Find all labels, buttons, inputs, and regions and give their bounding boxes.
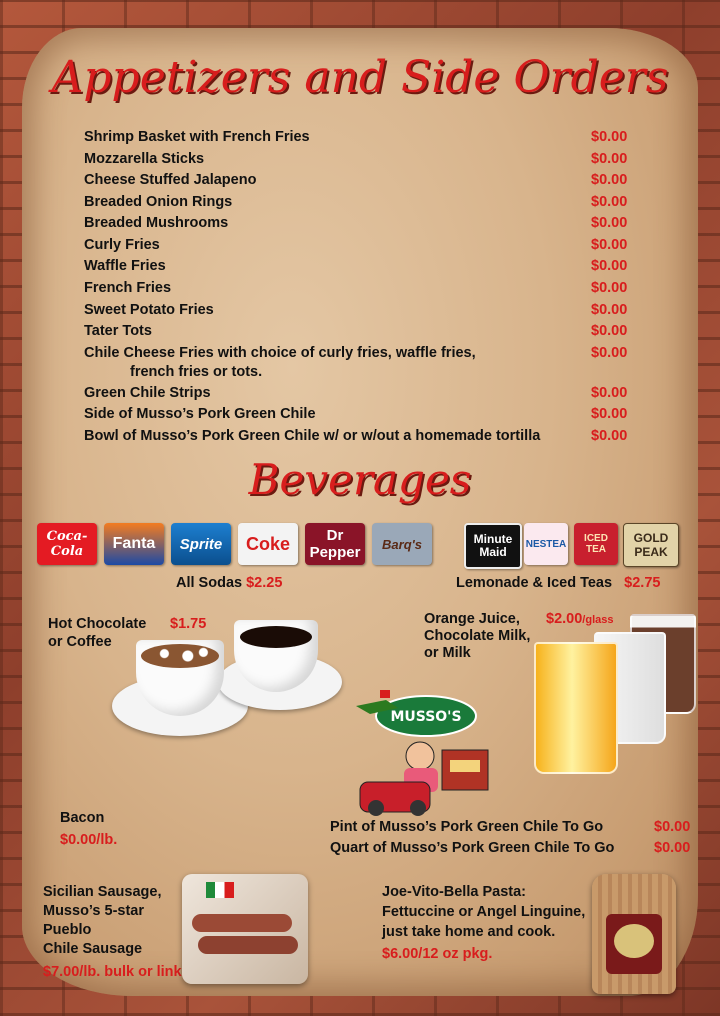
pint-green-chile-label: Pint of Musso’s Pork Green Chile To Go xyxy=(330,819,604,835)
menu-item-price: $0.00 xyxy=(591,406,628,422)
mussos-mascot-image xyxy=(346,686,500,816)
pasta-label-line: just take home and cook. xyxy=(382,924,556,940)
menu-item-name: Mozzarella Sticks xyxy=(84,151,205,167)
barqs-logo: Barq's xyxy=(372,523,432,565)
sprite-logo: Sprite xyxy=(171,523,231,565)
lemonade-label: Lemonade & Iced Teas $2.75 xyxy=(456,575,661,591)
menu-item-price: $0.00 xyxy=(591,151,628,167)
menu-item-price: $0.00 xyxy=(591,172,628,188)
menu-item-name: Shrimp Basket with French Fries xyxy=(84,129,310,145)
chocolate-milk-label: Chocolate Milk, xyxy=(424,628,531,644)
marshmallows-image xyxy=(141,644,219,668)
menu-item-name: Waffle Fries xyxy=(84,258,166,274)
dr-pepper-logo: Dr Pepper xyxy=(305,523,365,565)
menu-item-name: Side of Musso’s Pork Green Chile xyxy=(84,406,316,422)
minute-maid-logo: Minute Maid xyxy=(464,523,522,569)
menu-item-name: Bowl of Musso’s Pork Green Chile w/ or w/out a homemade tortilla xyxy=(84,428,541,444)
menu-item-price: $0.00 xyxy=(591,345,628,361)
pasta-bag-image xyxy=(592,874,676,994)
sausage-label-line: Sicilian Sausage, xyxy=(43,884,162,900)
menu-item-price: $0.00 xyxy=(591,385,628,401)
bacon-label: Bacon xyxy=(60,810,105,826)
sodas-price: $2.25 xyxy=(246,575,283,591)
menu-item-price: $0.00 xyxy=(591,194,628,210)
pint-green-chile-price: $0.00 xyxy=(654,819,691,835)
hot-drinks-price: $1.75 xyxy=(170,616,207,632)
mascot-face-shape xyxy=(406,742,434,770)
menu-item-price: $0.00 xyxy=(591,129,628,145)
menu-item-name: French Fries xyxy=(84,280,172,296)
sausage-package-image xyxy=(182,874,308,984)
sausage-link-shape xyxy=(198,936,298,954)
fanta-logo: Fanta xyxy=(104,523,164,565)
menu-item-name: Cheese Stuffed Jalapeno xyxy=(84,172,257,188)
mascot-sign-text: MUSSO'S xyxy=(390,709,462,725)
quart-green-chile-label: Quart of Musso’s Pork Green Chile To Go xyxy=(330,840,615,856)
pasta-label-line: Fettuccine or Angel Linguine, xyxy=(382,904,586,920)
menu-item-name: Chile Cheese Fries with choice of curly fries, waffle fries, xyxy=(84,345,476,361)
sausage-label-line: Musso’s 5-star xyxy=(43,903,144,919)
wheel-shape xyxy=(368,800,384,816)
milk-label: or Milk xyxy=(424,645,471,661)
menu-item-price: $0.00 xyxy=(591,302,628,318)
menu-item-name: Green Chile Strips xyxy=(84,385,211,401)
beverages-title: Beverages xyxy=(248,455,472,504)
pasta-label-line: Joe-Vito-Bella Pasta: xyxy=(382,884,526,900)
orange-juice-glass-image xyxy=(534,642,618,774)
hot-chocolate-label: Hot Chocolate xyxy=(48,616,147,632)
quart-green-chile-price: $0.00 xyxy=(654,840,691,856)
coca-cola-logo: Coca-Cola xyxy=(37,523,97,565)
menu-item-name: Sweet Potato Fries xyxy=(84,302,214,318)
pasta-label-emblem-shape xyxy=(614,924,654,958)
pasta-price: $6.00/12 oz pkg. xyxy=(382,946,493,962)
coke-logo: Coke xyxy=(238,523,298,565)
mascot-window-shape xyxy=(450,760,480,772)
menu-item-name-continued: french fries or tots. xyxy=(130,364,263,380)
menu-item-price: $0.00 xyxy=(591,323,628,339)
sausage-price: $7.00/lb. bulk or link xyxy=(43,964,182,980)
sausage-link-shape xyxy=(192,914,292,932)
gold-peak-logo: GOLD PEAK xyxy=(623,523,679,567)
wheel-shape xyxy=(410,800,426,816)
sausage-label-line: Chile Sausage xyxy=(43,941,143,957)
orange-juice-label: Orange Juice, xyxy=(424,611,520,627)
juice-price: $2.00/glass xyxy=(546,611,614,627)
iced-tea-logo: ICED TEA xyxy=(574,523,618,565)
menu-item-price: $0.00 xyxy=(591,215,628,231)
menu-item-name: Breaded Onion Rings xyxy=(84,194,233,210)
bacon-price: $0.00/lb. xyxy=(60,832,118,848)
nestea-logo: NESTEA xyxy=(524,523,568,565)
coffee-surface-image xyxy=(240,626,312,648)
menu-item-price: $0.00 xyxy=(591,280,628,296)
menu-item-price: $0.00 xyxy=(591,258,628,274)
italian-flag-shape xyxy=(206,882,234,898)
flag-shape xyxy=(380,690,390,698)
menu-item-name: Breaded Mushrooms xyxy=(84,215,229,231)
menu-item-price: $0.00 xyxy=(591,237,628,253)
coffee-label: or Coffee xyxy=(48,634,112,650)
sausage-label-line: Pueblo xyxy=(43,922,92,938)
appetizers-title: Appetizers and Side Orders xyxy=(51,52,669,103)
menu-item-name: Curly Fries xyxy=(84,237,160,253)
sodas-label: All Sodas $2.25 xyxy=(176,575,283,591)
menu-item-price: $0.00 xyxy=(591,428,628,444)
menu-item-name: Tater Tots xyxy=(84,323,152,339)
lemonade-price: $2.75 xyxy=(624,575,661,591)
